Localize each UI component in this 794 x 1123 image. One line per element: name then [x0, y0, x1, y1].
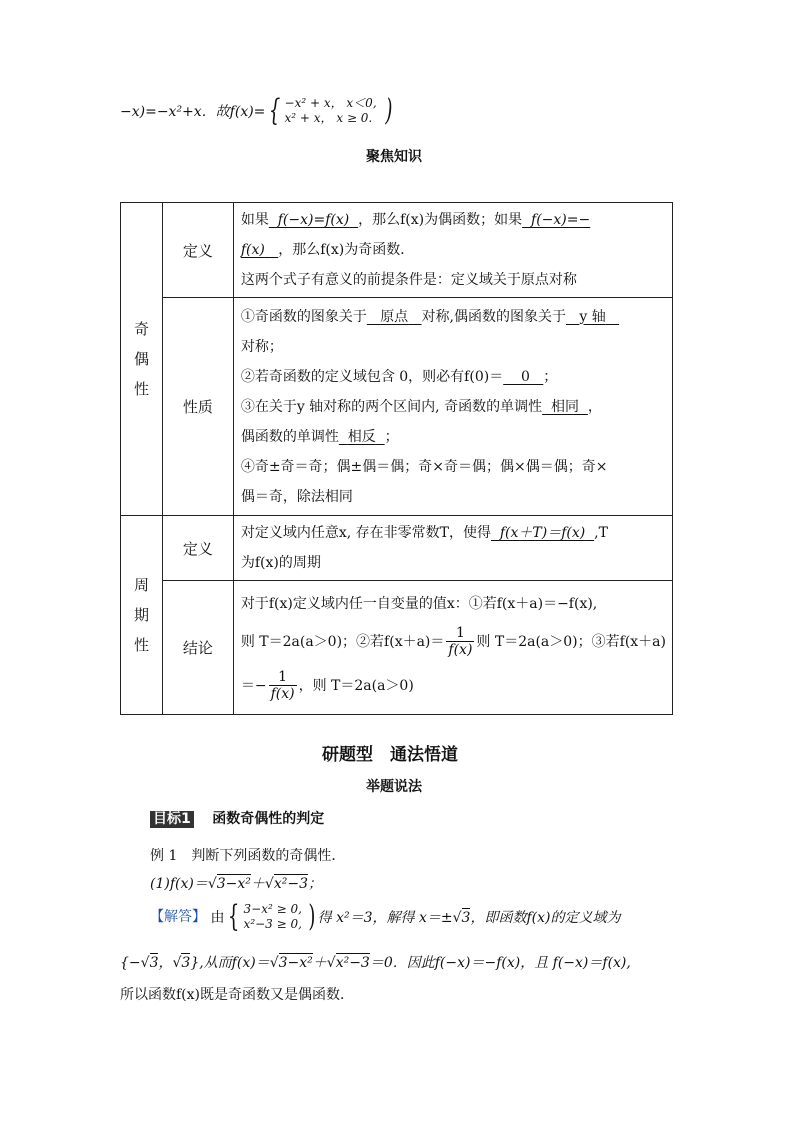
blank-origin: 原点 [380, 308, 409, 325]
text: ，那么f(x)为奇函数． [278, 242, 415, 258]
right-paren: ) [384, 93, 393, 128]
goal-title: 函数奇偶性的判定 [212, 811, 325, 827]
text: 对于f(x)定义域内任一自变量的值x：①若f(x＋a)＝−f(x), [240, 595, 598, 612]
text: ②若奇函数的定义域包含 0，则必有f(0)＝ [240, 368, 504, 385]
main-heading: 研题型 通法悟道 [322, 745, 458, 765]
blank-zero: 0 [521, 368, 530, 385]
text: ，则 T＝2a(a＞0) [298, 677, 414, 694]
text: ， [587, 398, 602, 415]
goal-row [150, 808, 324, 828]
text: ； [543, 368, 558, 385]
top-formula [120, 93, 394, 128]
answer-line-2: {−√3，√3},从而f(x)＝√3−x²＋√x²−3＝0．因此f(−x)＝−f(x)，且 f(−x)＝f(x), [120, 955, 631, 971]
blank-odd-condition-a: f(−x)=− [531, 212, 591, 228]
blank-y-axis: y 轴 [579, 308, 606, 325]
text: ④奇±奇＝奇；偶±偶＝偶；奇×奇＝偶；偶×偶＝偶；奇× [240, 458, 608, 475]
parity-char-3: 性 [133, 380, 149, 398]
fraction-1-over-fx-2: $\frac{1}{f(x)}$ [270, 669, 295, 702]
example-intro: 例 1 判断下列函数的奇偶性． [150, 848, 346, 864]
period-char-2: 期 [133, 606, 149, 624]
text: ①奇函数的图象关于 [240, 308, 367, 325]
system-cases: 3−x² ≥ 0, x²−3 ≥ 0, [243, 902, 302, 931]
parity-property-label: 性质 [162, 298, 233, 516]
sqrt-symbol: √ [264, 876, 274, 892]
answer-line-3: 所以函数f(x)既是奇函数又是偶函数． [120, 987, 355, 1003]
section-title: 聚焦知识 [366, 149, 422, 165]
sub-heading: 举题说法 [366, 779, 422, 795]
text: 则 T＝2a(a＞0)；③若f(x＋a) [476, 633, 666, 650]
blank-odd-condition-b: f(x) [240, 242, 265, 258]
period-char-1: 周 [133, 576, 149, 594]
blank-period-equation: f(x＋T)＝f(x) [499, 525, 586, 541]
parity-property-content [233, 298, 672, 516]
sqrt-symbol: √ [207, 876, 217, 892]
period-definition-label: 定义 [162, 516, 233, 581]
text: ③在关于y 轴对称的两个区间内, 奇函数的单调性 [240, 398, 543, 415]
goal-badge: 目标1 [150, 811, 194, 828]
period-category [121, 516, 163, 715]
parity-precondition: 这两个式子有意义的前提条件是：定义域关于原点对称 [240, 272, 577, 288]
parity-definition-content [233, 203, 672, 298]
text: 对称,偶函数的图象关于 [421, 308, 566, 325]
system-right-paren: ) [308, 899, 316, 934]
left-brace: { [269, 93, 281, 128]
blank-even-condition: f(−x)=f(x) [277, 212, 350, 228]
parity-definition-label: 定义 [162, 203, 233, 298]
text: 对称； [240, 338, 283, 355]
knowledge-table [120, 202, 673, 715]
top-formula-lead: −x)=−x²+x．故f(x)= [120, 104, 266, 120]
text: ,T [594, 525, 608, 541]
period-char-3: 性 [133, 636, 149, 654]
period-definition-content [233, 516, 672, 581]
text: ； [384, 428, 399, 445]
case-2: x² + x， x ≥ 0. [284, 111, 373, 125]
example-item-1: (1)f(x)＝√3−x²＋√x²−3； [150, 876, 322, 892]
text: 则 T＝2a(a＞0)；②若f(x＋a)＝ [240, 633, 445, 650]
text: 对定义域内任意x, 存在非零常数T，使得 [240, 525, 491, 541]
piecewise-cases [285, 96, 377, 126]
period-conclusion-content [233, 581, 672, 715]
text: ，那么f(x)为偶函数；如果 [358, 212, 523, 228]
period-conclusion-label: 结论 [162, 581, 233, 715]
answer-tag: 【解答】 [150, 909, 206, 925]
blank-opposite: 相反 [347, 428, 376, 445]
fraction-1-over-fx: $\frac{1}{f(x)}$ [448, 625, 473, 658]
answer-line-1: 【解答】 由 { 3−x² ≥ 0, x²−3 ≥ 0, ) 得 x²＝3，解得 x＝±√3，即函数f(x)的定义域为 [150, 899, 621, 934]
system-brace: { [228, 899, 240, 934]
text: ＝− [240, 677, 267, 694]
text: 如果 [240, 212, 269, 228]
blank-same: 相同 [551, 398, 579, 415]
case-1: −x² + x， x＜0, [284, 96, 377, 110]
text: 由 [210, 910, 225, 926]
parity-char-1: 奇 [133, 320, 149, 338]
text: 偶＝奇，除法相同 [240, 488, 353, 505]
parity-category [121, 203, 163, 516]
text: 偶函数的单调性 [240, 428, 339, 445]
parity-char-2: 偶 [133, 350, 149, 368]
text: 为f(x)的周期 [240, 555, 321, 571]
